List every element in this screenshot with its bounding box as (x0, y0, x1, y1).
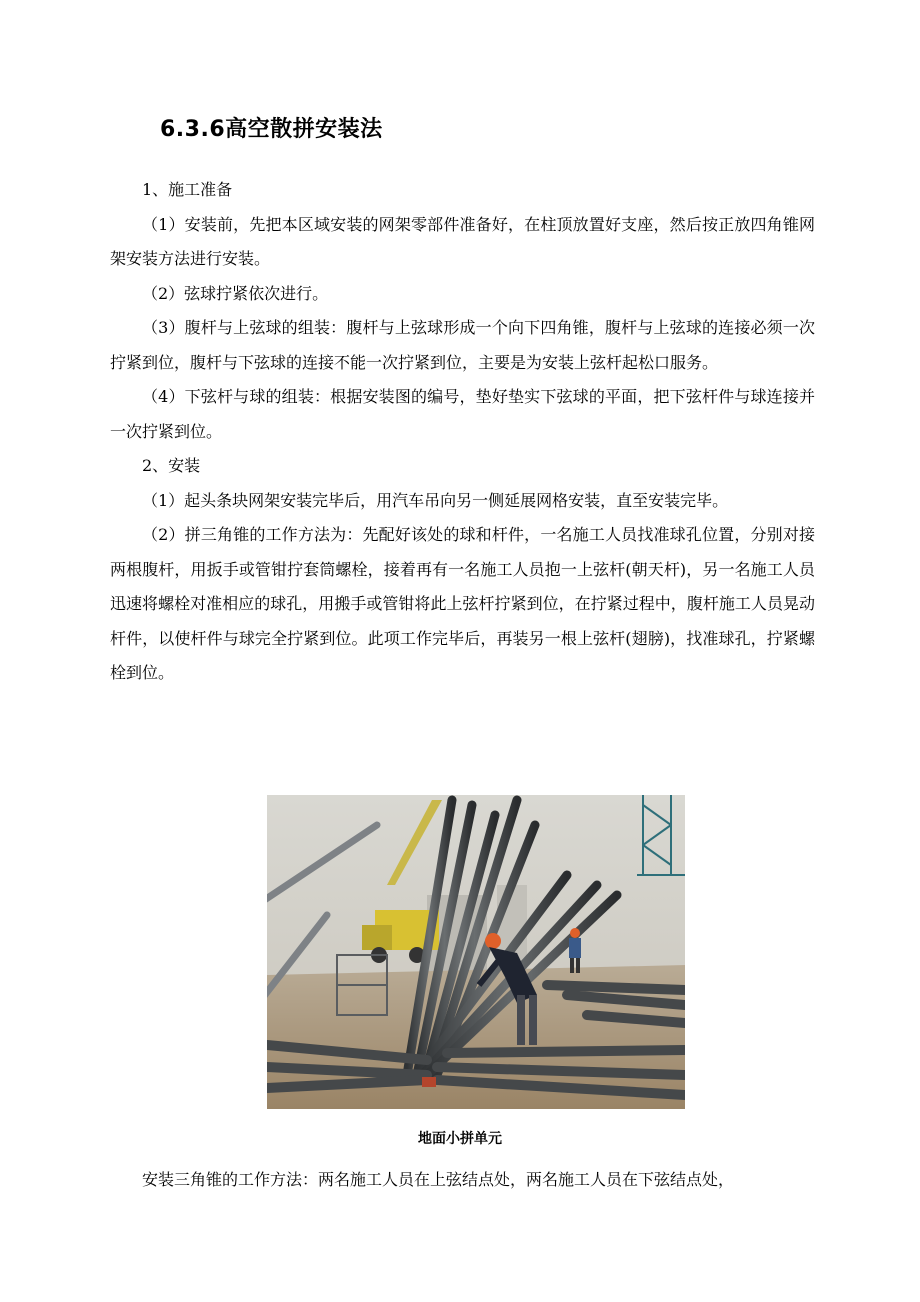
figure-caption: 地面小拼单元 (418, 1131, 502, 1147)
closing-text (110, 1163, 820, 1198)
paragraph: （4）下弦杆与球的组装：根据安装图的编号，垫好垫实下弦球的平面，把下弦杆件与球连接并一次拧紧到位。 (110, 387, 815, 441)
paragraph: （2）弦球拧紧依次进行。 (142, 283, 329, 303)
paragraph: （2）拼三角锥的工作方法为：先配好该处的球和杆件，一名施工人员找准球孔位置，分别对接两根腹杆，用扳手或管钳拧套筒螺栓，接着再有一名施工人员抱一上弦杆(朝天杆)，另一名施工人员迅速将螺栓对准相应的球孔，用搬手或管钳将此上弦杆拧紧到位，在拧紧过程中，腹杆施工人员晃动杆件，以使杆件与球完全拧紧到位。此项工作完毕后，再装另一根上弦杆(翅膀)，找准球孔，拧紧螺栓到位。 (110, 525, 815, 682)
paragraph: （1）起头条块网架安装完毕后，用汽车吊向另一侧延展网格安装，直至安装完毕。 (142, 490, 729, 510)
paragraph: （3）腹杆与上弦球的组装：腹杆与上弦球形成一个向下四角锥，腹杆与上弦球的连接必须一次拧紧到位，腹杆与下弦球的连接不能一次拧紧到位，主要是为安装上弦杆起松口服务。 (110, 318, 815, 372)
body-text (110, 173, 815, 691)
paragraph: 2、安装 (142, 456, 201, 475)
paragraph: （1）安装前，先把本区域安装的网架零部件准备好，在柱顶放置好支座，然后按正放四角锥网架安装方法进行安装。 (110, 214, 815, 268)
paragraph: 1、施工准备 (142, 180, 233, 199)
paragraph: 安装三角锥的工作方法：两名施工人员在上弦结点处，两名施工人员在下弦结点处， (142, 1170, 735, 1189)
construction-photo (267, 795, 685, 1109)
section-title: 6.3.6高空散拼安装法 (160, 117, 383, 142)
